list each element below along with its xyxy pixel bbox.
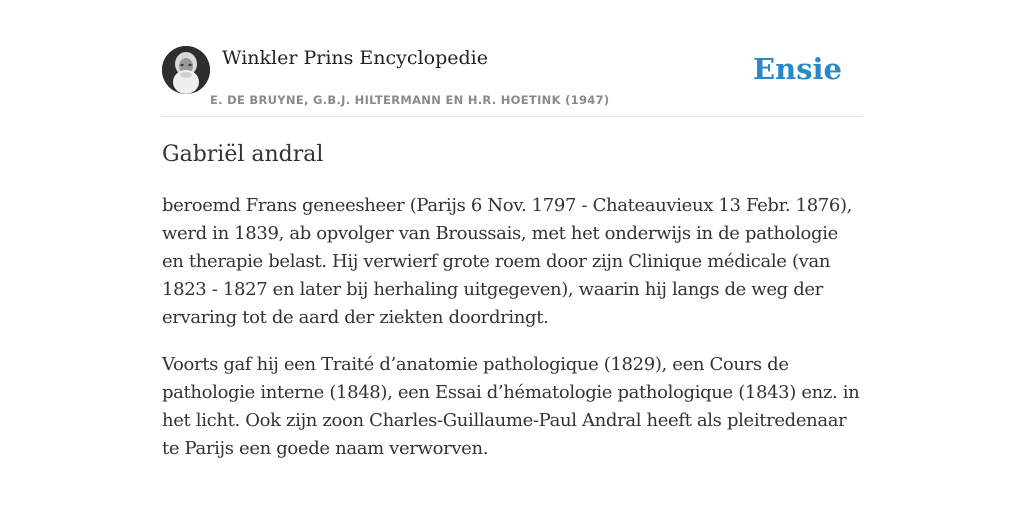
source-header [162,0,862,117]
ensie-logo-link[interactable]: Ensie [753,52,842,86]
source-avatar[interactable] [162,46,210,94]
source-title[interactable]: Winkler Prins Encyclopedie [222,47,488,69]
article-title: Gabriël andral [162,142,324,167]
article-body [162,192,862,482]
portrait-avatar-icon [162,46,210,94]
source-authors: E. DE BRUYNE, G.B.J. HILTERMANN EN H.R. HOETINK (1947) [210,93,610,107]
page-container [162,0,862,459]
article-paragraph: beroemd Frans geneesheer (Parijs 6 Nov. 1797 - Chateauvieux 13 Febr. 1876), werd in 1839, ab opvolger van Broussais, met het onderwijs in de pathologie en therapie belast. Hij verwierf grote roem door zijn Clinique médicale (van 1823 - 1827 en later bij herhaling uitgegeven), waarin hij langs de weg der ervaring tot de aard der ziekten doordringt. [162,195,853,328]
article-paragraph: Voorts gaf hij een Traité d’anatomie pathologique (1829), een Cours de pathologie interne (1848), een Essai d’hématologie pathologique (1843) enz. in het licht. Ook zijn zoon Charles-Guillaume-Paul Andral heeft als pleitredenaar te Parijs een goede naam verworven. [162,354,860,459]
